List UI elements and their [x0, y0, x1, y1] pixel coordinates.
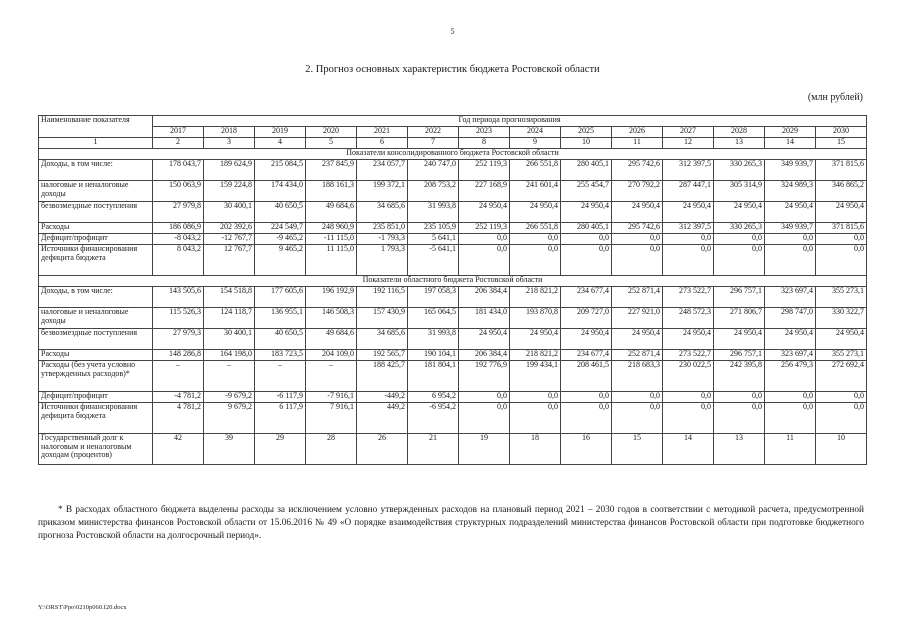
table-row [39, 234, 867, 245]
footnote: * В расходах областного бюджета выделены расходы за исключением условно утвержденных расходов на плановый период 2021 – 2030 годов в соответствии с методикой расчета, предусмотренной приказом министерства финансов Ростовской области от 15.06.2016 № 49 «О порядке взаимодействия структурных подразделений министерства финансов Ростовской области при подготовке бюджетного прогноза Ростовской области на долгосрочный период». [38, 505, 864, 541]
table-cell: 218 683,3 [612, 361, 663, 392]
table-cell: 272 692,4 [816, 361, 867, 392]
table-cell: 371 815,6 [816, 223, 867, 234]
table-cell: – [306, 361, 357, 392]
table-cell: 0,0 [765, 403, 816, 434]
table-cell: 273 522,7 [663, 350, 714, 361]
table-cell: 24 950,4 [816, 329, 867, 350]
table-cell: 150 063,9 [153, 181, 204, 202]
row-label: Дефицит/профицит [39, 392, 153, 403]
table-cell: 24 950,4 [510, 329, 561, 350]
table-cell: 183 723,5 [255, 350, 306, 361]
table-cell: 0,0 [765, 392, 816, 403]
file-path: Y:\ORST\Ppo\0210p060.f20.docx [38, 604, 127, 611]
table-cell: 323 697,4 [765, 350, 816, 361]
years-header-row [39, 127, 867, 138]
table-cell: 6 117,9 [255, 403, 306, 434]
table-cell: 29 [255, 434, 306, 465]
table-cell: -11 115,0 [306, 234, 357, 245]
table-cell: – [255, 361, 306, 392]
table-cell: 42 [153, 434, 204, 465]
table-cell: 0,0 [816, 234, 867, 245]
table-cell: 0,0 [510, 403, 561, 434]
table-cell: 197 058,3 [408, 287, 459, 308]
table-cell: 237 845,9 [306, 160, 357, 181]
table-cell: -8 043,2 [153, 234, 204, 245]
table-cell: 136 955,1 [255, 308, 306, 329]
table-cell: 40 650,5 [255, 202, 306, 223]
table-cell: 0,0 [765, 245, 816, 276]
table-cell: 248 572,3 [663, 308, 714, 329]
row-label: безвозмездные поступления [39, 329, 153, 350]
table-row [39, 223, 867, 234]
table-cell: 16 [561, 434, 612, 465]
table-cell: 199 372,1 [357, 181, 408, 202]
table-cell: 224 549,7 [255, 223, 306, 234]
table-cell: 255 454,7 [561, 181, 612, 202]
table-cell: 204 109,0 [306, 350, 357, 361]
table-cell: 28 [306, 434, 357, 465]
table-cell: 0,0 [816, 403, 867, 434]
table-cell: 0,0 [612, 245, 663, 276]
table-cell: 24 950,4 [765, 329, 816, 350]
table-cell: 0,0 [663, 245, 714, 276]
table-cell: 181 804,1 [408, 361, 459, 392]
table-cell: 273 522,7 [663, 287, 714, 308]
table-cell: 5 641,1 [408, 234, 459, 245]
table-cell: 27 979,8 [153, 202, 204, 223]
row-label: Источники финансирования дефицита бюджета [39, 245, 153, 276]
table-cell: 30 400,1 [204, 202, 255, 223]
table-cell: 252 871,4 [612, 350, 663, 361]
year-header: 2017 [153, 127, 204, 138]
table-cell: 24 950,4 [663, 329, 714, 350]
table-cell: 165 064,5 [408, 308, 459, 329]
column-number: 1 [39, 138, 153, 149]
table-cell: 346 865,2 [816, 181, 867, 202]
table-cell: 235 105,9 [408, 223, 459, 234]
table-row [39, 392, 867, 403]
year-header: 2027 [663, 127, 714, 138]
table-cell: 31 993,8 [408, 329, 459, 350]
table-cell: 11 [765, 434, 816, 465]
table-cell: 0,0 [459, 234, 510, 245]
table-cell: -9 465,2 [255, 234, 306, 245]
table-cell: 192 776,9 [459, 361, 510, 392]
table-cell: -12 767,7 [204, 234, 255, 245]
row-label: безвозмездные поступления [39, 202, 153, 223]
table-cell: 199 434,1 [510, 361, 561, 392]
table-cell: 349 939,7 [765, 223, 816, 234]
year-header: 2025 [561, 127, 612, 138]
table-cell: 15 [612, 434, 663, 465]
table-cell: – [204, 361, 255, 392]
column-number: 7 [408, 138, 459, 149]
table-cell: 0,0 [612, 392, 663, 403]
year-header: 2028 [714, 127, 765, 138]
year-header: 2019 [255, 127, 306, 138]
table-cell: 295 742,6 [612, 223, 663, 234]
table-cell: 208 461,5 [561, 361, 612, 392]
budget-table-container [38, 115, 864, 465]
column-number: 10 [561, 138, 612, 149]
row-label: налоговые и неналоговые доходы [39, 308, 153, 329]
table-row [39, 202, 867, 223]
table-cell: 24 950,4 [714, 329, 765, 350]
table-cell: 0,0 [765, 234, 816, 245]
table-cell: 323 697,4 [765, 287, 816, 308]
row-label: Доходы, в том числе: [39, 287, 153, 308]
table-cell: 266 551,8 [510, 160, 561, 181]
column-number: 6 [357, 138, 408, 149]
table-cell: 206 384,4 [459, 350, 510, 361]
table-cell: 146 508,3 [306, 308, 357, 329]
row-label: Расходы (без учета условно утвержденных расходов)* [39, 361, 153, 392]
table-row [39, 350, 867, 361]
column-number: 13 [714, 138, 765, 149]
table-row [39, 181, 867, 202]
table-cell: 49 684,6 [306, 329, 357, 350]
units-label: (млн рублей) [807, 92, 863, 103]
column-number: 15 [816, 138, 867, 149]
table-cell: 0,0 [561, 245, 612, 276]
table-cell: 371 815,6 [816, 160, 867, 181]
table-row [39, 329, 867, 350]
table-cell: 0,0 [510, 245, 561, 276]
table-cell: 202 392,6 [204, 223, 255, 234]
table-cell: 154 518,8 [204, 287, 255, 308]
table-cell: 0,0 [459, 392, 510, 403]
table-row [39, 434, 867, 465]
table-cell: 24 950,4 [561, 329, 612, 350]
table-cell: 0,0 [459, 245, 510, 276]
column-numbers-row [39, 138, 867, 149]
column-number: 9 [510, 138, 561, 149]
table-cell: 227 921,0 [612, 308, 663, 329]
table-cell: 196 192,9 [306, 287, 357, 308]
table-cell: 312 397,5 [663, 160, 714, 181]
year-header: 2030 [816, 127, 867, 138]
table-cell: 241 601,4 [510, 181, 561, 202]
table-cell: 0,0 [816, 245, 867, 276]
name-column-header: Наименование показателя [39, 116, 153, 138]
table-cell: 24 950,4 [612, 329, 663, 350]
table-cell: 208 753,2 [408, 181, 459, 202]
column-number: 12 [663, 138, 714, 149]
table-cell: 295 742,6 [612, 160, 663, 181]
table-cell: 0,0 [663, 403, 714, 434]
table-cell: 18 [510, 434, 561, 465]
row-label: Расходы [39, 350, 153, 361]
table-cell: 143 505,6 [153, 287, 204, 308]
row-label: Источники финансирования дефицита бюджета [39, 403, 153, 434]
table-cell: 240 747,0 [408, 160, 459, 181]
table-cell: 0,0 [612, 234, 663, 245]
table-cell: -6 117,9 [255, 392, 306, 403]
table-cell: 242 395,8 [714, 361, 765, 392]
table-cell: 24 950,4 [816, 202, 867, 223]
section-title: Показатели консолидированного бюджета Ростовской области [39, 149, 867, 160]
table-cell: 0,0 [612, 403, 663, 434]
table-cell: 206 384,4 [459, 287, 510, 308]
table-cell: 296 757,1 [714, 287, 765, 308]
column-number: 4 [255, 138, 306, 149]
table-row [39, 160, 867, 181]
year-header: 2029 [765, 127, 816, 138]
table-cell: 40 650,5 [255, 329, 306, 350]
table-cell: 4 781,2 [153, 403, 204, 434]
table-cell: -5 641,1 [408, 245, 459, 276]
table-cell: 0,0 [714, 234, 765, 245]
table-cell: 24 950,4 [765, 202, 816, 223]
table-cell: -6 954,2 [408, 403, 459, 434]
page-number: 5 [450, 27, 455, 36]
table-cell: -9 679,2 [204, 392, 255, 403]
column-number: 5 [306, 138, 357, 149]
table-cell: 305 314,9 [714, 181, 765, 202]
table-cell: 26 [357, 434, 408, 465]
table-cell: 355 273,1 [816, 350, 867, 361]
row-label: Государственный долг к налоговым и неналоговым доходам (процентов) [39, 434, 153, 465]
table-cell: 0,0 [714, 245, 765, 276]
table-cell: 124 118,7 [204, 308, 255, 329]
table-cell: 248 960,9 [306, 223, 357, 234]
table-row [39, 287, 867, 308]
table-cell: 252 871,4 [612, 287, 663, 308]
table-cell: 189 624,9 [204, 160, 255, 181]
table-cell: 355 273,1 [816, 287, 867, 308]
table-cell: 230 022,5 [663, 361, 714, 392]
table-cell: 115 526,3 [153, 308, 204, 329]
table-cell: 235 851,0 [357, 223, 408, 234]
table-cell: 0,0 [816, 392, 867, 403]
year-header: 2023 [459, 127, 510, 138]
table-cell: 0,0 [510, 234, 561, 245]
table-cell: -4 781,2 [153, 392, 204, 403]
table-cell: 13 [714, 434, 765, 465]
period-header: Год периода прогнозирования [153, 116, 867, 127]
table-cell: 218 821,2 [510, 287, 561, 308]
table-cell: 0,0 [561, 403, 612, 434]
table-cell: 324 989,3 [765, 181, 816, 202]
column-number: 14 [765, 138, 816, 149]
table-cell: 0,0 [714, 403, 765, 434]
column-number: 8 [459, 138, 510, 149]
table-cell: -449,2 [357, 392, 408, 403]
table-cell: -7 916,1 [306, 392, 357, 403]
table-cell: 349 939,7 [765, 160, 816, 181]
table-cell: 39 [204, 434, 255, 465]
section-header-row [39, 149, 867, 160]
table-cell: 174 434,0 [255, 181, 306, 202]
table-cell: 186 086,9 [153, 223, 204, 234]
section-title: Показатели областного бюджета Ростовской области [39, 276, 867, 287]
table-cell: 188 161,3 [306, 181, 357, 202]
table-cell: -1 793,3 [357, 234, 408, 245]
table-cell: 252 119,3 [459, 223, 510, 234]
table-row [39, 361, 867, 392]
table-cell: 0,0 [714, 392, 765, 403]
row-label: налоговые и неналоговые доходы [39, 181, 153, 202]
year-header: 2024 [510, 127, 561, 138]
table-cell: 271 806,7 [714, 308, 765, 329]
row-label: Дефицит/профицит [39, 234, 153, 245]
table-cell: 0,0 [459, 403, 510, 434]
table-cell: 298 747,0 [765, 308, 816, 329]
table-cell: 287 447,1 [663, 181, 714, 202]
table-cell: 234 677,4 [561, 287, 612, 308]
table-cell: 49 684,6 [306, 202, 357, 223]
table-cell: 24 950,4 [663, 202, 714, 223]
column-number: 3 [204, 138, 255, 149]
table-cell: 24 950,4 [459, 202, 510, 223]
table-cell: 330 322,7 [816, 308, 867, 329]
table-cell: 227 168,9 [459, 181, 510, 202]
table-cell: 157 430,9 [357, 308, 408, 329]
table-cell: 192 116,5 [357, 287, 408, 308]
table-cell: 181 434,0 [459, 308, 510, 329]
year-header: 2020 [306, 127, 357, 138]
table-cell: 24 950,4 [459, 329, 510, 350]
table-cell: 11 115,0 [306, 245, 357, 276]
row-label: Доходы, в том числе: [39, 160, 153, 181]
table-cell: 159 224,8 [204, 181, 255, 202]
table-cell: 193 870,8 [510, 308, 561, 329]
table-cell: 10 [816, 434, 867, 465]
column-number: 2 [153, 138, 204, 149]
table-cell: 9 679,2 [204, 403, 255, 434]
table-row [39, 308, 867, 329]
table-cell: 0,0 [510, 392, 561, 403]
table-cell: 0,0 [663, 234, 714, 245]
table-cell: 24 950,4 [510, 202, 561, 223]
document-title: 2. Прогноз основных характеристик бюджета Ростовской области [305, 64, 600, 75]
year-header: 2026 [612, 127, 663, 138]
year-header: 2021 [357, 127, 408, 138]
table-cell: 34 685,6 [357, 329, 408, 350]
table-row [39, 403, 867, 434]
column-number: 11 [612, 138, 663, 149]
table-cell: 1 793,3 [357, 245, 408, 276]
table-cell: 0,0 [663, 392, 714, 403]
table-cell: 312 397,5 [663, 223, 714, 234]
table-cell: 296 757,1 [714, 350, 765, 361]
table-cell: 280 405,1 [561, 223, 612, 234]
table-row [39, 245, 867, 276]
table-cell: 192 565,7 [357, 350, 408, 361]
table-cell: 188 425,7 [357, 361, 408, 392]
table-cell: 30 400,1 [204, 329, 255, 350]
table-cell: 449,2 [357, 403, 408, 434]
table-cell: 209 727,0 [561, 308, 612, 329]
table-cell: 24 950,4 [714, 202, 765, 223]
table-cell: 34 685,6 [357, 202, 408, 223]
table-cell: 218 821,2 [510, 350, 561, 361]
table-cell: 252 119,3 [459, 160, 510, 181]
table-cell: 234 677,4 [561, 350, 612, 361]
table-cell: 148 286,8 [153, 350, 204, 361]
year-header: 2022 [408, 127, 459, 138]
year-header: 2018 [204, 127, 255, 138]
budget-forecast-table [38, 115, 867, 465]
table-cell: 24 950,4 [612, 202, 663, 223]
table-cell: 9 465,2 [255, 245, 306, 276]
table-cell: 270 792,2 [612, 181, 663, 202]
table-cell: 19 [459, 434, 510, 465]
table-cell: 215 084,5 [255, 160, 306, 181]
table-cell: 330 265,3 [714, 160, 765, 181]
table-cell: 190 104,1 [408, 350, 459, 361]
table-cell: 164 198,0 [204, 350, 255, 361]
table-cell: 330 265,3 [714, 223, 765, 234]
table-cell: 27 979,3 [153, 329, 204, 350]
table-cell: 0,0 [561, 234, 612, 245]
table-cell: 12 767,7 [204, 245, 255, 276]
table-cell: 256 479,3 [765, 361, 816, 392]
table-cell: 266 551,8 [510, 223, 561, 234]
table-cell: 24 950,4 [561, 202, 612, 223]
table-cell: 21 [408, 434, 459, 465]
table-cell: 178 043,7 [153, 160, 204, 181]
table-cell: – [153, 361, 204, 392]
table-cell: 7 916,1 [306, 403, 357, 434]
table-cell: 14 [663, 434, 714, 465]
section-header-row [39, 276, 867, 287]
table-cell: 280 405,1 [561, 160, 612, 181]
table-cell: 31 993,8 [408, 202, 459, 223]
table-cell: 234 057,7 [357, 160, 408, 181]
table-cell: 8 043,2 [153, 245, 204, 276]
row-label: Расходы [39, 223, 153, 234]
table-cell: 6 954,2 [408, 392, 459, 403]
table-cell: 0,0 [561, 392, 612, 403]
table-cell: 177 605,6 [255, 287, 306, 308]
